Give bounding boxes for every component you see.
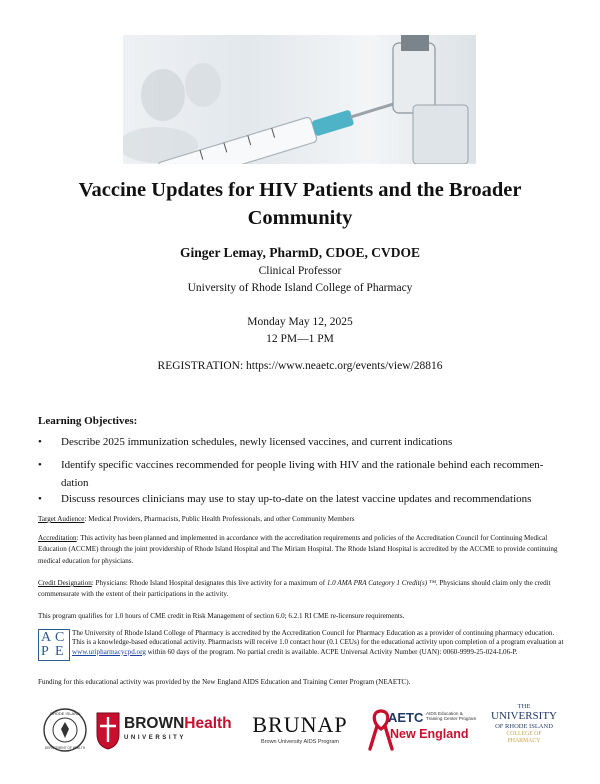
brunap-sub: Brown University AIDS Program [261,739,339,745]
objective-text: Identify specific vaccines recommended for people living with HIV and the rationale behind each recommen-dation [61,459,544,489]
objective-text: Describe 2025 immunization schedules, newly licensed vaccines, and current indications [61,436,453,448]
uri-pharmacy-logo [484,703,564,755]
brown-shield-icon [96,712,120,750]
speaker-name: Ginger Lemay, PharmD, CDOE, CVDOE [179,245,421,260]
uri-of-ri: OF RHODE ISLAND [495,723,553,730]
accreditation-statement [38,533,564,567]
ri-health-seal-logo [42,707,88,753]
speaker-role: Clinical Professor [258,265,342,277]
aetc-region: New England [390,727,469,741]
accreditation-label: Accreditation [38,534,77,542]
acpe-link[interactable]: www.uripharmacycpd.org [72,647,146,656]
acpe-text-b: within 60 days of the program. No partial credit is available. ACPE Universal Activity Number (UAN): 0060-9999-25-024-L06-P. [145,647,518,656]
brown-health-logo [96,710,236,752]
title-line-2: Community [247,207,353,229]
event-time: 12 PM—1 PM [266,333,334,345]
aetc-word: AETC [388,710,424,725]
aetc-new-england-logo [368,707,476,753]
target-audience [38,514,564,525]
uri-pharmacy: PHARMACY [507,738,541,744]
credit-text-a: : Physicians: Rhode Island Hospital designates this live activity for a maximum of [91,579,327,587]
acpe-letter: C [55,630,65,645]
seal-top-text: RHODE ISLAND [49,711,81,716]
accreditation-text: : This activity has been planned and implemented in accordance with the accreditation requirements and policies of the Accreditation Council for Continuing Medical Education (ACCME) through the joint providership of Rhode Island Hospital and The Miriam Hospital. The Rhode Island Hospital is accredited by the ACCME to provide continuing medical education for physicians. [38,534,558,565]
uri-college-of: COLLEGE OF [506,731,542,737]
acpe-statement [72,629,564,657]
credit-designation [38,578,564,601]
hero-vaccine-image [123,35,476,164]
syringe-illustration [123,35,476,164]
brown-university-sub: UNIVERSITY [124,735,187,741]
uri-the: THE [517,703,531,710]
page-title [60,176,540,232]
brunap-word: BRUNAP [252,712,348,737]
acpe-letter: A [41,630,52,645]
aetc-sub-line-2: Training Center Program [426,716,477,722]
bullet: • [38,436,42,448]
uri-university: UNIVERSITY [491,710,557,722]
seal-icon [42,707,88,753]
aetc-sub-line-1: AIDS Education & [426,711,463,716]
event-date: Monday May 12, 2025 [247,316,353,328]
registration-link[interactable]: REGISTRATION: https://www.neaetc.org/events/view/28816 [157,360,443,372]
risk-management-note: This program qualifies for 1.0 hours of CME credit in Risk Management of section 6.0; 6.2.1 RI CME re-licensure requirements. [38,612,405,620]
acpe-logo [38,629,70,661]
objective-item [38,456,558,492]
acpe-text-a: The University of Rhode Island College of Pharmacy is accredited by the Accreditation Council for Pharmacy Education as a provider of continuing pharmacy education. This is a knowledge-based educational activity. Pharmacists will receive 1.0 contact hour (0.1 CEUs) for the educational activity upon completion of a program evaluation at [72,629,564,647]
objective-text: Discuss resources clinicians may use to stay up-to-date on the latest vaccine updates and recommendations [61,493,532,505]
credit-italic: 1.0 AMA PRA Category 1 Credit(s) ™ [326,579,436,587]
funding-note: Funding for this educational activity was provided by the New England AIDS Education and Training Center Program (NEAETC). [38,678,411,686]
objective-item [38,490,558,508]
bullet: • [38,459,42,471]
health-word: Health [184,715,232,732]
learning-objectives-heading: Learning Objectives: [38,415,138,427]
target-audience-label: Target Audience [38,515,85,523]
target-audience-text: : Medical Providers, Pharmacists, Public Health Professionals, and other Community Members [84,515,355,523]
speaker-affiliation: University of Rhode Island College of Pharmacy [187,282,413,294]
seal-bottom-text: DEPARTMENT OF HEALTH [44,746,86,750]
title-line-1: Vaccine Updates for HIV Patients and the Broader [78,179,522,201]
acpe-letter: P [41,644,49,659]
acpe-letter: E [55,644,64,659]
credit-text-b: . Physicians should claim only the credit commensurate with the extent of their participations in the activity. [38,579,551,599]
credit-label: Credit Designation [38,579,92,587]
brown-word: BROWN [124,715,185,732]
brunap-logo [245,712,355,752]
bullet: • [38,493,42,505]
objective-item [38,433,558,451]
